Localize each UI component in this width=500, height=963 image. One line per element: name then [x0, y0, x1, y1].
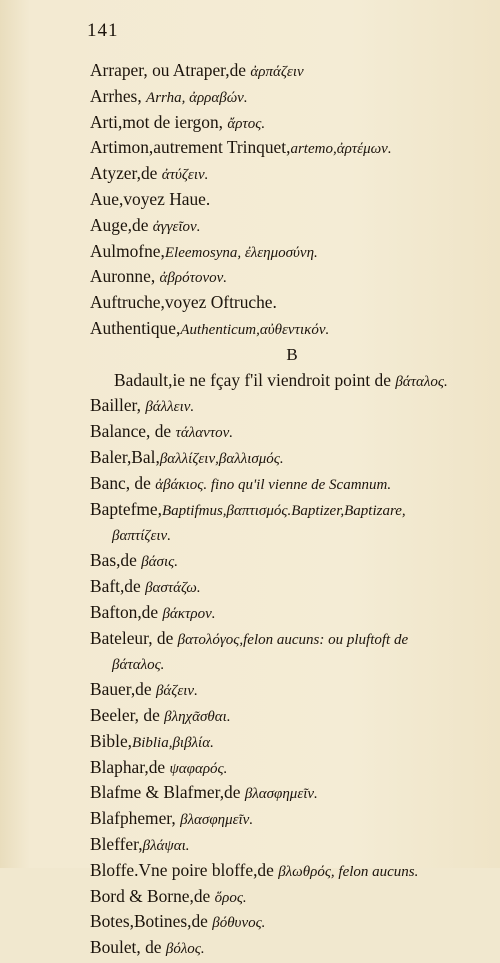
dictionary-entry: [90, 755, 494, 781]
dictionary-entry: [90, 264, 494, 290]
entry-word: Artimon,autrement Trinquet,: [90, 137, 291, 158]
entry-etymology: ἀβρότονον.: [159, 270, 228, 287]
entry-etymology: βάζειν.: [155, 683, 198, 700]
entry-etymology: βάταλος.: [112, 657, 165, 674]
entry-word: Aulmofne,: [90, 240, 165, 261]
dictionary-entry: [90, 290, 494, 316]
entry-etymology: βλωθρός, felon aucuns.: [278, 863, 419, 880]
entry-word: Auge,de: [90, 214, 153, 235]
entry-etymology: βαπτίζειν.: [112, 528, 171, 545]
entry-etymology: βλασφημεῖν.: [180, 812, 254, 829]
entry-etymology: βόθυνος.: [212, 915, 266, 932]
entry-etymology: ὅρος.: [214, 889, 247, 906]
entry-etymology: ἀτύζειν.: [161, 167, 209, 184]
dictionary-entry: [90, 419, 494, 445]
entry-word: Bloffe.Vne poire bloffe,de: [90, 859, 279, 880]
entry-etymology: βαλλίζειν,βαλλισμός.: [159, 450, 284, 467]
entry-etymology: βλασφημεῖν.: [244, 786, 318, 803]
dictionary-entry: [90, 497, 494, 523]
dictionary-entry: [90, 393, 494, 419]
entry-etymology: βατολόγος,felon aucuns: ou pluftoft de: [177, 631, 409, 648]
entry-word: Boulet, de: [90, 937, 166, 958]
entry-etymology: ἄρτος.: [227, 115, 266, 132]
entry-word: Balance, de: [90, 421, 176, 442]
dictionary-entry: [90, 884, 494, 910]
entry-etymology: βάκτρον.: [162, 605, 216, 622]
dictionary-entry: [90, 780, 494, 806]
entry-word: Arti,mot de iergon,: [90, 111, 228, 132]
entry-word: Auronne,: [90, 266, 160, 287]
entry-etymology: Baptifmus,βαπτισμός.Baptizer,Baptizare,: [161, 502, 406, 519]
entry-word: Botes,Botines,de: [90, 911, 213, 932]
dictionary-entry: [90, 84, 494, 110]
page-number: 141: [87, 20, 119, 41]
entry-word: Bailler,: [90, 395, 146, 416]
dictionary-entry: [90, 574, 494, 600]
dictionary-entry: [90, 600, 494, 626]
entry-etymology: artemo,ἀρτέμων.: [290, 141, 392, 158]
dictionary-entry: [90, 187, 494, 213]
entry-etymology: βόλος.: [165, 941, 205, 958]
dictionary-entry: [90, 110, 494, 136]
entry-etymology: ἀρπάζειν: [250, 64, 304, 80]
entry-word: Bateleur, de: [90, 627, 178, 648]
entry-word: Bleffer,: [90, 833, 143, 854]
dictionary-entry: [90, 213, 494, 239]
dictionary-entry: [90, 316, 494, 342]
entry-etymology: βάταλος.: [395, 373, 448, 390]
dictionary-entry: [90, 471, 494, 497]
entry-etymology: βληχᾶσθαι.: [164, 708, 231, 725]
entry-etymology: Authenticum,αὐθεντικόν.: [180, 321, 330, 338]
dictionary-entry: [90, 161, 494, 187]
entry-etymology: βάλλειν.: [145, 399, 195, 416]
entry-word: Beeler, de: [90, 704, 165, 725]
dictionary-entry: [90, 135, 494, 161]
letter-heading: B: [286, 344, 298, 364]
entry-etymology: ἀγγεῖον.: [152, 218, 201, 235]
dictionary-entry: [90, 729, 494, 755]
entry-etymology: τάλαντον.: [175, 425, 234, 442]
entry-word: Banc, de: [90, 472, 156, 493]
entry-word: Arraper, ou Atraper,de: [90, 60, 251, 80]
entry-word: Badault,ie ne fçay f'il viendroit point de: [114, 369, 396, 390]
entry-etymology: βάσις.: [141, 554, 178, 571]
entry-word: Bas,de: [90, 550, 142, 571]
dictionary-entry: [90, 548, 494, 574]
dictionary-entries: [90, 58, 494, 961]
dictionary-entry: [90, 626, 494, 652]
dictionary-entry: [90, 445, 494, 471]
dictionary-entry: [90, 909, 494, 935]
entry-word: Baptefme,: [90, 498, 162, 519]
entry-word: Arrhes,: [90, 85, 147, 106]
entry-word: Bord & Borne,de: [90, 885, 215, 906]
entry-etymology: ἀβάκιος. fino qu'il vienne de Scamnum.: [155, 476, 392, 493]
dictionary-entry: [90, 522, 494, 548]
entry-word: Baler,Bal,: [90, 446, 160, 467]
entry-word: Baft,de: [90, 575, 146, 596]
dictionary-entry: [90, 58, 494, 84]
entry-word: Auftruche,voyez Oftruche.: [90, 292, 277, 313]
entry-word: Bafton,de: [90, 601, 163, 622]
entry-word: Bible,: [90, 730, 133, 751]
entry-word: Aue,voyez Haue.: [90, 188, 211, 209]
entry-etymology: ψαφαρός.: [169, 760, 228, 777]
entry-word: Atyzer,de: [90, 163, 162, 184]
dictionary-entry: [90, 806, 494, 832]
entry-etymology: Eleemosyna, ἐλεημοσύνη.: [164, 244, 318, 261]
entry-etymology: Biblia,βιβλία.: [132, 734, 214, 751]
entry-etymology: βλάψαι.: [142, 837, 190, 854]
dictionary-entry: [90, 703, 494, 729]
dictionary-entry: [90, 858, 494, 884]
dictionary-entry: [90, 832, 494, 858]
dictionary-entry: [90, 651, 494, 677]
entry-word: Bauer,de: [90, 679, 156, 700]
entry-etymology: Arrha, ἀρραβών.: [146, 89, 248, 106]
entry-etymology: βαστάζω.: [145, 579, 201, 596]
entry-word: Authentique,: [90, 317, 181, 338]
dictionary-entry: [90, 935, 494, 961]
entry-word: Blafme & Blafmer,de: [90, 782, 245, 803]
entry-word: Blafphemer,: [90, 808, 181, 829]
dictionary-entry: [90, 368, 494, 394]
entry-word: Blaphar,de: [90, 756, 170, 777]
dictionary-entry: [90, 239, 494, 265]
dictionary-entry: [90, 677, 494, 703]
